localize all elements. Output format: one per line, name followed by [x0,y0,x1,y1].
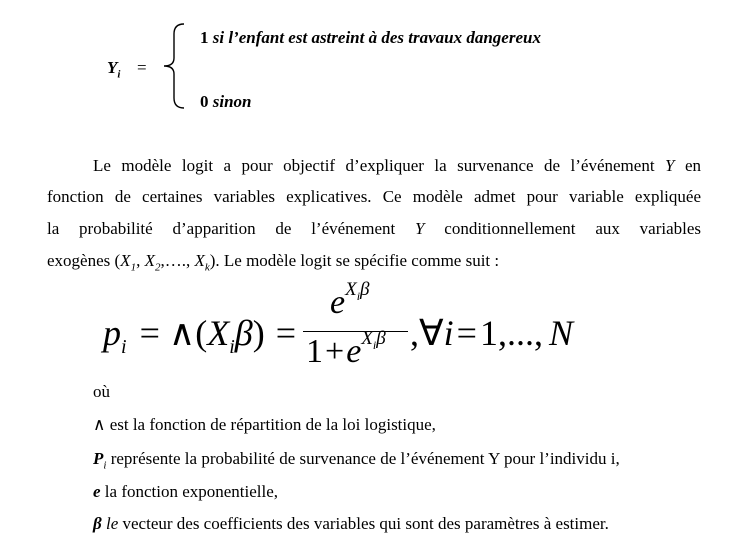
legend-ou: où [93,382,110,401]
formula-denominator: $1+e^{X_i\beta}$ [306,327,386,370]
case-zero: 0 sinon [200,92,252,111]
case-one: 1 si l’enfant est astreint à des travaux dangereux [200,28,541,47]
lambda-symbol: ∧ [93,415,106,434]
legend-beta: β le vecteur des coefficients des variables qui sont des paramètres à estimer. [93,514,609,533]
paragraph-line-1: Le modèle logit a pour objectif d’expliquer la survenance de l’événement Y en [93,156,701,175]
left-brace [160,22,190,110]
formula-lhs: $p_i$ = $\wedge(X_i\beta)$ = [103,313,297,359]
paragraph-line-2: fonction de certaines variables explicatives. Ce modèle admet pour variable expliquée [47,187,701,206]
legend-p: $P_i$ représente la probabilité de survenance de l’événement Y pour l’individu i, [93,449,620,472]
legend-lambda: ∧ est la fonction de répartition de la loi logistique, [93,415,436,434]
paragraph-line-4: exogènes ($X_1$, $X_2,\dots$., $X_k$). Le modèle logit se spécifie comme suit : [47,251,500,274]
equals-sign: = [137,58,147,77]
formula-tail: ,∀i=1,..., N [410,313,573,353]
legend-e: e la fonction exponentielle, [93,482,279,501]
formula-numerator: $e^{X_i\beta}$ [330,278,370,321]
y-variable: $Y_i$ [107,58,121,81]
paragraph-line-3: la probabilité d’apparition de l’événement Y conditionnellement aux variables [47,219,702,238]
fraction-bar [303,331,408,332]
